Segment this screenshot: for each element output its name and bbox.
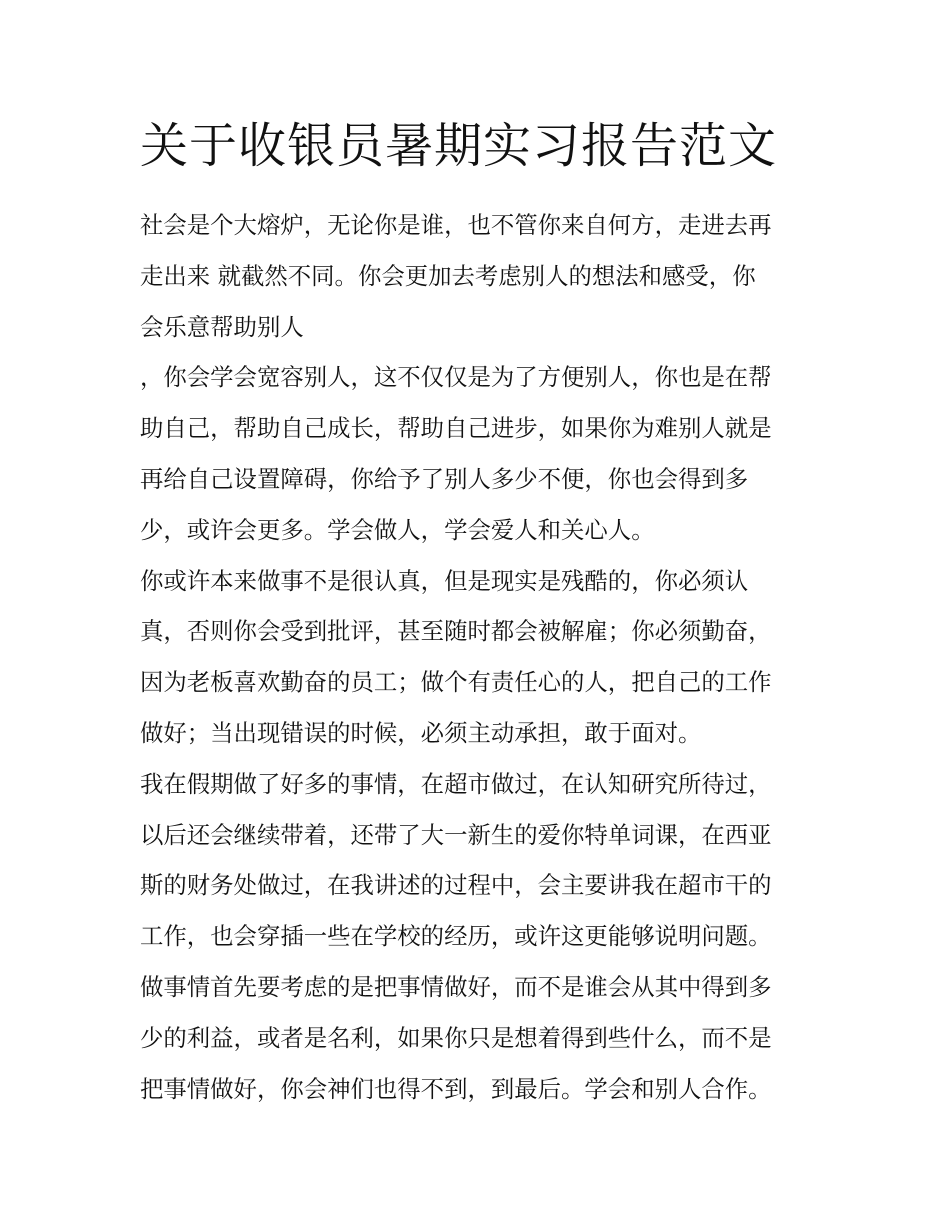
body-line: 再给自己设置障碍，你给予了别人多少不便，你也会得到多 bbox=[140, 464, 749, 493]
body-line: 斯的财务处做过，在我讲述的过程中，会主要讲我在超市干的 bbox=[140, 871, 772, 900]
body-line: 把事情做好，你会神们也得不到，到最后。学会和别人合作。 bbox=[140, 1074, 772, 1103]
body-line: 少的利益，或者是名利，如果你只是想着得到些什么，而不是 bbox=[140, 1023, 772, 1052]
document-body bbox=[140, 200, 812, 1114]
body-line: 助自己，帮助自己成长，帮助自己进步，如果你为难别人就是 bbox=[140, 414, 772, 443]
body-line: 会乐意帮助别人 bbox=[140, 312, 304, 341]
body-line: 真，否则你会受到批评，甚至随时都会被解雇；你必须勤奋， bbox=[140, 617, 772, 646]
body-line: 工作，也会穿插一些在学校的经历，或许这更能够说明问题。 bbox=[140, 922, 772, 951]
body-line: 以后还会继续带着，还带了大一新生的爱你特单词课，在西亚 bbox=[140, 820, 772, 849]
body-line: 你或许本来做事不是很认真，但是现实是残酷的，你必须认 bbox=[140, 566, 749, 595]
body-line: 做好；当出现错误的时候，必须主动承担，敢于面对。 bbox=[140, 718, 702, 747]
document-page bbox=[140, 112, 812, 1114]
body-line: 我在假期做了好多的事情，在超市做过，在认知研究所待过， bbox=[140, 769, 772, 798]
body-line: 因为老板喜欢勤奋的员工；做个有责任心的人，把自己的工作 bbox=[140, 668, 772, 697]
body-line: ，你会学会宽容别人，这不仅仅是为了方便别人，你也是在帮 bbox=[140, 363, 772, 392]
body-line: 走出来 就截然不同。你会更加去考虑别人的想法和感受，你 bbox=[140, 261, 756, 290]
body-line: 社会是个大熔炉，无论你是谁，也不管你来自何方，走进去再 bbox=[140, 211, 772, 239]
document-title: 关于收银员暑期实习报告范文 bbox=[140, 118, 778, 174]
body-line: 做事情首先要考虑的是把事情做好，而不是谁会从其中得到多 bbox=[140, 972, 772, 1001]
body-line: 少，或许会更多。学会做人，学会爱人和关心人。 bbox=[140, 515, 655, 544]
